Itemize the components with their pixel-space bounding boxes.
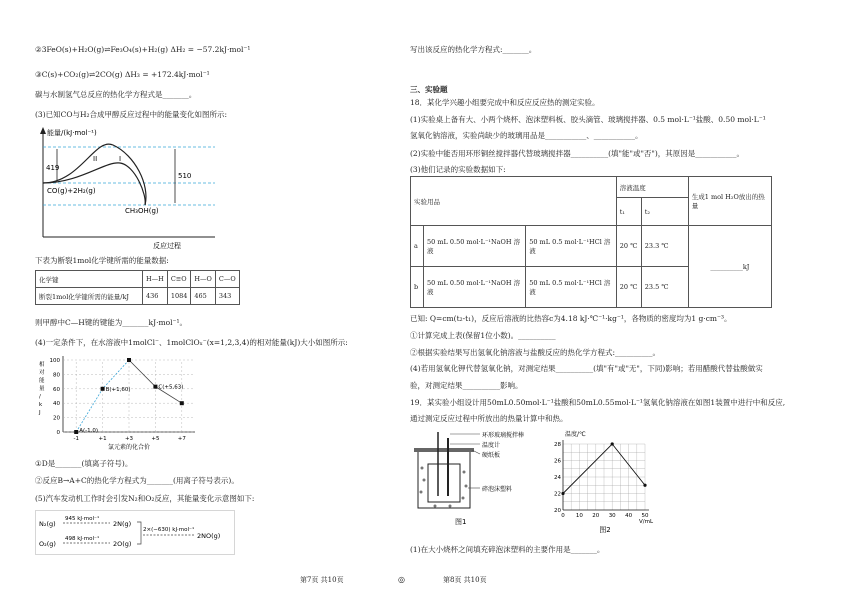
table-header-cell: C—O bbox=[215, 271, 239, 288]
cardboard-label: 硬纸板 bbox=[482, 452, 501, 459]
curve-II-label: II bbox=[93, 155, 98, 163]
table-cell: 23.3 ℃ bbox=[641, 226, 688, 267]
x-tick-label: +5 bbox=[151, 436, 160, 442]
table-header-cell: 化学键 bbox=[36, 271, 143, 288]
data-point bbox=[127, 358, 131, 362]
table-header-cell: H—O bbox=[191, 271, 216, 288]
bracket bbox=[137, 522, 141, 544]
question-18-1b: 氢氧化钠溶液，实验尚缺少的玻璃用品是___________、___________。 bbox=[410, 131, 643, 140]
table-cell: 50 mL 0.50 mol·L⁻¹NaOH 溶液 bbox=[424, 267, 526, 308]
question-18: 18．某化学兴趣小组要完成中和反应反应热的测定实验。 bbox=[410, 98, 600, 107]
question-18-2: (2)实验中能否用环形铜丝搅拌器代替玻璃搅拌器__________(填"能"或"否")，其原因是___________。 bbox=[410, 149, 745, 158]
question-19a: 19．某实验小组设计用50mL0.50mol·L⁻¹盐酸和50mL0.55mol·L⁻¹氢氧化钠溶液在如图1装置中进行中和反应, bbox=[410, 398, 786, 407]
data-point bbox=[153, 385, 157, 389]
y-tick-label: 20 bbox=[554, 508, 561, 514]
table-row-label: 断裂1mol化学键所需的能量/kJ bbox=[36, 288, 143, 305]
table-header-cell: C≡O bbox=[167, 271, 191, 288]
bond-intro: 下表为断裂1mol化学键所需的能量数据: bbox=[35, 256, 169, 265]
outer-beaker bbox=[418, 450, 470, 508]
foam-label: 碎泡沫塑料 bbox=[482, 486, 513, 493]
table-cell: 1084 bbox=[167, 288, 191, 305]
data-point bbox=[561, 492, 564, 495]
label-419: 419 bbox=[46, 164, 60, 172]
x-tick-label: +3 bbox=[124, 436, 134, 442]
y-axis-label: 温度/℃ bbox=[565, 431, 586, 438]
table-header-t2: t₂ bbox=[641, 198, 688, 226]
x-tick-label: 0 bbox=[561, 513, 565, 519]
question-18-1a: (1)实验桌上备有大、小两个烧杯、泡沫塑料板、胶头滴管、玻璃搅拌器、0.5 mol·L⁻¹盐酸、0.50 mol·L⁻¹ bbox=[410, 115, 766, 124]
table-row bbox=[411, 177, 772, 198]
figure-1-caption: 图1 bbox=[455, 518, 467, 526]
table-header-t1: t₁ bbox=[616, 198, 641, 226]
x-tick-label: 50 bbox=[641, 513, 649, 519]
question-18-4b: 验，对测定结果__________影响。 bbox=[410, 381, 523, 390]
left-page-footer: 第7页 共10页 bbox=[300, 576, 344, 584]
table-cell: 23.5 ℃ bbox=[641, 267, 688, 308]
y-tick-label: 26 bbox=[554, 458, 561, 465]
stirrer-label: 环形玻璃搅拌棒 bbox=[482, 432, 525, 439]
table-cell: 50 mL 0.5 mol·L⁻¹HCl 溶液 bbox=[526, 226, 617, 267]
table-cell: 50 mL 0.50 mol·L⁻¹NaOH 溶液 bbox=[424, 226, 526, 267]
y-axis-label-char: 能 bbox=[39, 378, 45, 384]
table-cell: 465 bbox=[191, 288, 216, 305]
n2-energy: 945 kJ·mol⁻¹ bbox=[65, 516, 100, 522]
question-4-2: ②反应B→A+C的热化学方程式为_______(用离子符号表示)。 bbox=[35, 476, 239, 485]
data-point bbox=[643, 484, 646, 487]
x-tick-label: +7 bbox=[177, 436, 186, 442]
equation-3: ③C(s)+CO₂(g)⇌2CO(g) ΔH₃ = +172.4kJ·mol⁻¹ bbox=[35, 70, 210, 79]
table-cell: 20 ℃ bbox=[616, 267, 641, 308]
table-header-heat: 生成1 mol H₂O放出的热量 bbox=[688, 177, 771, 226]
equation-2: ②3FeO(s)+H₂O(g)⇌Fe₃O₄(s)+H₂(g) ΔH₂ = −57.2kJ·mol⁻¹ bbox=[35, 45, 251, 54]
curve-II bbox=[43, 144, 146, 205]
right-page bbox=[405, 0, 860, 608]
energy-diagram bbox=[35, 125, 225, 250]
curve-I-label: I bbox=[119, 155, 122, 163]
inner-beaker bbox=[428, 464, 460, 502]
table-cell: b bbox=[411, 267, 424, 308]
x-tick-label: +1 bbox=[98, 436, 107, 442]
y-tick-label: 20 bbox=[53, 415, 60, 422]
y-tick-label: 60 bbox=[53, 386, 60, 393]
energy-ylabel: 能量/(kJ·mol⁻¹) bbox=[47, 129, 97, 137]
2o-label: 2O(g) bbox=[113, 540, 132, 548]
x-tick-label: 40 bbox=[625, 513, 633, 519]
table-header-cell: H—H bbox=[143, 271, 168, 288]
y-axis-label-char: / bbox=[39, 394, 41, 400]
y-axis-label-char: 量 bbox=[39, 386, 45, 392]
experiment-table bbox=[410, 176, 772, 308]
y-axis-arrow-icon bbox=[40, 127, 46, 134]
question-4-1: ①D是_______(填离子符号)。 bbox=[35, 459, 133, 468]
table-cell: a bbox=[411, 226, 424, 267]
data-point bbox=[611, 442, 614, 445]
calorimeter-figure bbox=[410, 428, 550, 528]
data-point bbox=[74, 430, 78, 434]
n2-o2-energy-diagram bbox=[35, 510, 235, 555]
question-18-4a: (4)若用氢氧化钾代替氢氧化钠，对测定结果__________(填"有"或"无"，下同)影响；若用醋酸代替盐酸做实 bbox=[410, 364, 763, 373]
product-label: CH₃OH(g) bbox=[125, 207, 159, 215]
y-axis-label-char: J bbox=[39, 410, 41, 416]
table-cell: 436 bbox=[143, 288, 168, 305]
figure-2-caption: 图2 bbox=[599, 526, 611, 534]
thermometer-label: 温度计 bbox=[482, 442, 501, 449]
y-axis-label-char: k bbox=[39, 402, 43, 408]
2n-label: 2N(g) bbox=[113, 520, 132, 528]
table-row bbox=[36, 271, 240, 288]
y-tick-label: 0 bbox=[56, 430, 60, 436]
question-18-3: (3)他们记录的实验数据如下: bbox=[410, 165, 506, 174]
table-header-reagents: 实验用品 bbox=[411, 177, 617, 226]
section-title: 三、实验题 bbox=[410, 85, 448, 94]
table-row bbox=[411, 226, 772, 267]
bond-energy-table bbox=[35, 270, 240, 305]
o2-energy: 498 kJ·mol⁻¹ bbox=[65, 536, 100, 542]
table-cell: 20 ℃ bbox=[616, 226, 641, 267]
x-axis-label: V/mL bbox=[639, 519, 654, 525]
question-19-1: (1)在大小烧杯之间填充碎泡沫塑料的主要作用是_______。 bbox=[410, 545, 605, 554]
x-tick-label: -1 bbox=[73, 436, 79, 442]
x-axis-label: 氯元素的化合价 bbox=[107, 444, 151, 451]
y-tick-label: 80 bbox=[53, 372, 60, 379]
question-18-3-2: ②根据实验结果写出氢氧化钠溶液与盐酸反应的热化学方程式:__________。 bbox=[410, 348, 661, 357]
binding-mark: ◎ bbox=[398, 575, 405, 584]
question-3: (3)已知CO与H₂合成甲醇反应过程中的能量变化如图所示: bbox=[35, 110, 228, 119]
y-axis-label-char: 对 bbox=[39, 370, 45, 376]
y-tick-label: 40 bbox=[53, 401, 60, 408]
energy-xlabel: 反应过程 bbox=[153, 242, 181, 250]
data-point bbox=[101, 387, 105, 391]
left-page bbox=[0, 0, 420, 608]
heat-answer-cell: __________kJ bbox=[688, 226, 771, 308]
question-19b: 通过测定反应过程中所放出的热量计算中和热。 bbox=[410, 414, 568, 423]
point-label: B(+1,60) bbox=[105, 386, 131, 393]
question-coal-water: 碳与水制氢气总反应的热化学方程式是_______。 bbox=[35, 90, 197, 99]
cardboard-lid bbox=[414, 448, 474, 452]
y-tick-label: 28 bbox=[554, 442, 561, 448]
question-5: (5)汽车发动机工作时会引发N₂和O₂反应，其能量变化示意图如下: bbox=[35, 494, 255, 503]
2no-label: 2NO(g) bbox=[197, 532, 221, 540]
y-tick-label: 100 bbox=[49, 358, 60, 364]
bond-question: 则甲醇中C—H键的键能为_______kJ·mol⁻¹。 bbox=[35, 318, 187, 327]
data-point bbox=[180, 401, 184, 405]
equation-request: 写出该反应的热化学方程式:_______。 bbox=[410, 45, 537, 54]
right-page-footer: 第8页 共10页 bbox=[443, 576, 487, 584]
table-cell: 343 bbox=[215, 288, 239, 305]
y-axis-label-char: 相 bbox=[39, 362, 45, 368]
o2-label: O₂(g) bbox=[39, 540, 56, 548]
question-4: (4)一定条件下，在水溶液中1molCl⁻、1molClOₓ⁻(x=1,2,3,4)的相对能量(kJ)大小如图所示: bbox=[35, 338, 348, 347]
x-tick-label: 20 bbox=[592, 513, 600, 519]
chlorine-energy-chart bbox=[35, 352, 210, 452]
bond-formation-energy: 2×(−630) kJ·mol⁻¹ bbox=[143, 527, 195, 533]
table-cell: 50 mL 0.5 mol·L⁻¹HCl 溶液 bbox=[526, 267, 617, 308]
table-header-temp: 溶液温度 bbox=[616, 177, 688, 198]
temperature-volume-chart bbox=[545, 428, 665, 538]
n2-label: N₂(g) bbox=[39, 520, 56, 528]
reactants-label: CO(g)+2H₂(g) bbox=[47, 187, 96, 195]
x-tick-label: 10 bbox=[575, 513, 583, 519]
label-510: 510 bbox=[178, 172, 192, 180]
known-condition: 已知: Q=cm(t₂-t₁)，反应后溶液的比热容c为4.18 kJ·℃⁻¹·kg⁻¹，各物质的密度均为1 g·cm⁻³。 bbox=[410, 314, 732, 323]
y-tick-label: 24 bbox=[554, 475, 561, 481]
x-tick-label: 30 bbox=[608, 513, 616, 519]
point-label: C(+5,63) bbox=[158, 384, 184, 391]
point-label: A(-1,0) bbox=[79, 428, 98, 434]
question-18-3-1: ①计算完成上表(保留1位小数)。__________ bbox=[410, 331, 556, 340]
table-row bbox=[36, 288, 240, 305]
y-tick-label: 22 bbox=[554, 491, 561, 498]
